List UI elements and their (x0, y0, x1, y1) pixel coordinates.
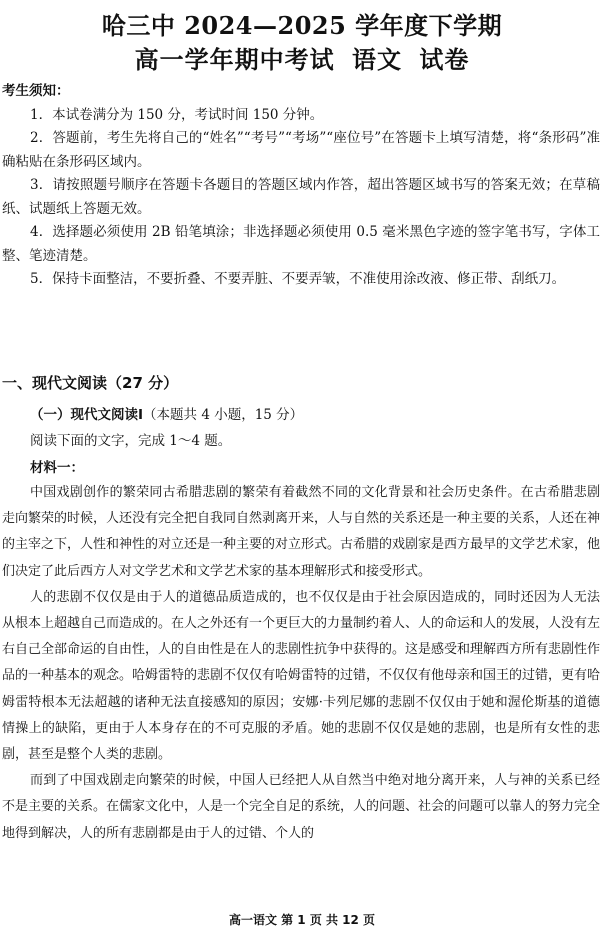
notice-item-2: 2．答题前，考生先将自己的“姓名”“考号”“考场”“座位号”在答题卡上填写清楚，将“条形码”准确粘贴在条形码区域内。 (2, 130, 600, 170)
passage-paragraph-2: 人的悲剧不仅仅是由于人的道德品质造成的，也不仅仅是由于社会原因造成的，同时还因为人无法从根本上超越自己而造成的。在人之外还有一个更巨大的力量制约着人、人的命运和人的发展，人没有左右自己全部命运的自由性，人的自由性是在人的悲剧性抗争中获得的。这是感受和理解西方所有悲剧性作品的一种基本的观念。哈姆雷特的悲剧不仅仅有哈姆雷特的过错，不仅仅有他母亲和国王的过错，更有哈姆雷特根本无法超越的诸种无法直接感知的原因；安娜·卡列尼娜的悲剧不仅仅由于她和渥伦斯基的道德情操上的缺陷，更由于人本身存在的不可克服的矛盾。她的悲剧不仅仅是她的悲剧，也是所有女性的悲剧，甚至是整个人类的悲剧。 (2, 589, 601, 763)
passage-paragraph-1: 中国戏剧创作的繁荣同古希腊悲剧的繁荣有着截然不同的文化背景和社会历史条件。在古希腊悲剧走向繁荣的时候，人还没有完全把自我同自然剥离开来，人与自然的关系还是一种主要的关系，人还在神的主宰之下，人性和神性的对立还是一种主要的对立形式。古希腊的戏剧家是西方最早的文学艺术家，他们决定了此后西方人对文学艺术和文学艺术家的基本理解形式和接受形式。 (2, 485, 601, 579)
subsection-heading (30, 403, 600, 423)
exam-title-left: 高一学年期中考试 (134, 45, 335, 74)
passage-body (2, 480, 600, 847)
subsection-note: （本题共 4 小题，15 分） (143, 407, 304, 423)
notice-item-3: 3．请按照题号顺序在答题卡各题目的答题区域内作答，超出答题区域书写的答案无效；在草稿纸、试题纸上答题无效。 (2, 177, 600, 217)
candidate-notice (2, 80, 600, 292)
exam-title-line1: 哈三中 2024—2025 学年度下学期 (101, 11, 503, 40)
passage-paragraph-3: 而到了中国戏剧走向繁荣的时候，中国人已经把人从自然当中绝对地分离开来，人与神的关系已经不是主要的关系。在儒家文化中，人是一个完全自足的系统，人的问题、社会的问题可以靠人的努力完全地得到解决，人的所有悲剧都是由于人的过错、个人的 (2, 773, 601, 841)
notice-item-4: 4．选择题必须使用 2B 铅笔填涂；非选择题必须使用 0.5 毫米黑色字迹的签字笔书写，字体工整、笔迹清楚。 (2, 224, 600, 264)
page-footer: 高一语文 第 1 页 共 12 页 (228, 913, 376, 927)
reading-instruction: 阅读下面的文字，完成 1～4 题。 (30, 433, 232, 449)
notice-item-1: 1．本试卷满分为 150 分，考试时间 150 分钟。 (30, 106, 324, 123)
subsection-title: （一）现代文阅读Ⅰ (30, 407, 144, 423)
notice-item-5: 5．保持卡面整洁，不要折叠、不要弄脏、不要弄皱，不准使用涂改液、修正带、刮纸刀。 (30, 271, 566, 287)
exam-title-line2 (0, 40, 604, 75)
exam-subject: 语文 (352, 46, 402, 74)
exam-title-right: 试卷 (419, 45, 470, 74)
material-label: 材料一： (30, 460, 84, 476)
notice-heading: 考生须知： (2, 83, 70, 99)
section-title: 一、现代文阅读（27 分） (2, 374, 179, 392)
